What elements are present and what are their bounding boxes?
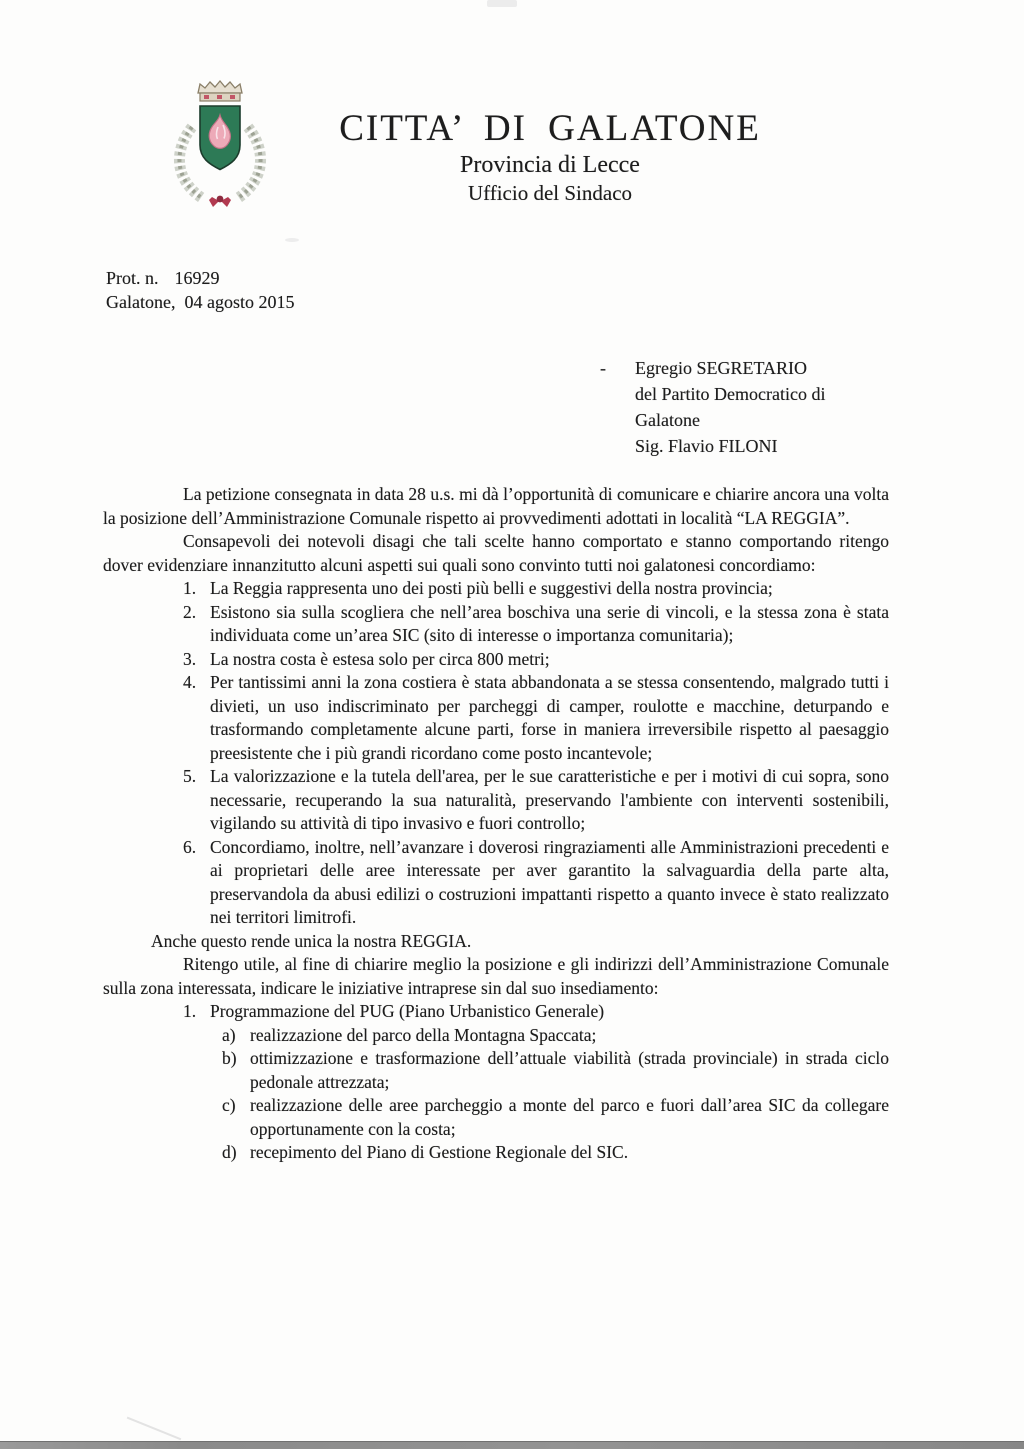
place-label: Galatone, [106, 292, 176, 312]
province-subtitle: Provincia di Lecce [460, 152, 640, 178]
municipal-crest-icon [160, 75, 280, 210]
sub-list-text: recepimento del Piano di Gestione Regionale del SIC. [250, 1142, 629, 1162]
paragraph: La petizione consegnata in data 28 u.s. mi dà l’opportunità di comunicare e chiarire ancora una volta la posizione dell’Amministrazione Comunale rispetto ai provvedimenti adottati in località “LA REGGIA”. [103, 484, 889, 528]
list-item-text: Programmazione del PUG (Piano Urbanistico Generale) [210, 1001, 605, 1021]
date-value: 04 agosto 2015 [184, 292, 295, 312]
office-subtitle: Ufficio del Sindaco [467, 181, 633, 205]
letterhead [300, 108, 800, 206]
list-item-marker: 6. [183, 836, 197, 857]
list-item [103, 671, 889, 765]
sub-list-text: ottimizzazione e trasformazione dell’attuale viabilità (strada provinciale) in strada ciclo pedonale attrezzata; [250, 1048, 889, 1092]
sub-list-text: realizzazione delle aree parcheggio a monte del parco e fuori dall’area SIC da collegare opportunamente con la costa; [250, 1095, 889, 1139]
list-item-text: La nostra costa è estesa solo per circa 800 metri; [210, 648, 550, 669]
recipient-dash: - [600, 358, 606, 378]
protocol-line [106, 266, 294, 290]
list-item [103, 577, 889, 601]
protocol-number: 16929 [174, 268, 220, 288]
list-item-marker: 3. [183, 648, 197, 669]
recipient-line: Sig. Flavio FILONI [635, 436, 778, 456]
paragraph: Ritengo utile, al fine di chiarire meglio la posizione e gli indirizzi dell’Amministrazione Comunale sulla zona interessata, indicare le iniziative intraprese sin dal suo insediamento: [103, 954, 889, 998]
city-title: CITTA’ DI GALATONE [339, 108, 761, 149]
list-item-marker: 4. [183, 672, 197, 692]
list-item [103, 765, 889, 836]
list-item [103, 601, 889, 648]
protocol-block [106, 266, 294, 314]
scan-scratch-mark [127, 1402, 188, 1440]
mural-crown [198, 81, 242, 101]
list-item-marker: 5. [183, 766, 197, 786]
list-item [103, 836, 889, 930]
list-item-text: Esistono sia sulla scogliera che nell’area boschiva una serie di vincoli, e la stessa zona è stata individuata come un’area SIC (sito di interesse o importanza comunitaria); [210, 601, 889, 645]
protocol-label: Prot. n. [106, 268, 159, 288]
scan-edge-bar [0, 1441, 1024, 1449]
closing-line: Anche questo rende unica la nostra REGGIA. [151, 930, 472, 951]
letter-body [103, 483, 889, 1165]
recipient-block [600, 355, 825, 459]
recipient-lines [635, 355, 825, 459]
sub-list-item [103, 1047, 889, 1094]
list-item [103, 1000, 889, 1024]
date-line [106, 290, 294, 314]
scan-smudge-dot [285, 238, 299, 242]
sub-list-marker: b) [222, 1048, 237, 1068]
sub-list-marker: a) [222, 1024, 236, 1045]
sub-list-item [103, 1024, 889, 1048]
sub-list-text: realizzazione del parco della Montagna Spaccata; [250, 1024, 597, 1045]
recipient-line: Egregio SEGRETARIO [635, 358, 808, 378]
sub-list-item [103, 1141, 889, 1165]
scan-smudge-top [487, 0, 517, 7]
paragraph: Consapevoli dei notevoli disagi che tali scelte hanno comportato e stanno comportando ritengo dover evidenziare innanzitutto alcuni aspetti sui quali sono convinto tutti noi galatonesi concordiamo: [103, 531, 889, 575]
list-item-marker: 1. [183, 578, 197, 598]
list-item-marker: 2. [183, 601, 197, 622]
sub-list-marker: d) [222, 1142, 237, 1162]
ribbon [209, 196, 231, 207]
sub-list-item [103, 1094, 889, 1141]
list-item-text: Concordiamo, inoltre, nell’avanzare i doverosi ringraziamenti alle Amministrazioni precedenti e ai proprietari delle aree interessate per aver garantito la salvaguardia della parte alta, preservandola da abusi edilizi o costruzioni impattanti rispetto a quanto invece è stato realizzato nei territori limitrofi. [210, 836, 889, 927]
list-item-marker: 1. [183, 1001, 197, 1021]
recipient-line: Galatone [635, 410, 700, 430]
list-item-text: La valorizzazione e la tutela dell'area, per le sue caratteristiche e per i motivi di cui sopra, sono necessarie, recuperando la sua naturalità, preservando l'ambiente con interventi sostenibili, vigilando su attività di tipo invasivo e fuori controllo; [210, 766, 889, 833]
sub-list-marker: c) [222, 1095, 236, 1115]
list-item-text: Per tantissimi anni la zona costiera è stata abbandonata a se stessa consentendo, malgrado tutti i divieti, un uso indiscriminato per parcheggi di camper, roulotte e macchine, deturpando e trasformando completamente alcune parti, forse in maniera irreversibile rispetto al paesaggio preesistente che i più grandi ricordano come posto incantevole; [210, 672, 889, 763]
list-item [103, 648, 889, 672]
recipient-line: del Partito Democratico di [635, 384, 826, 404]
list-item-text: La Reggia rappresenta uno dei posti più belli e suggestivi della nostra provincia; [210, 578, 773, 598]
